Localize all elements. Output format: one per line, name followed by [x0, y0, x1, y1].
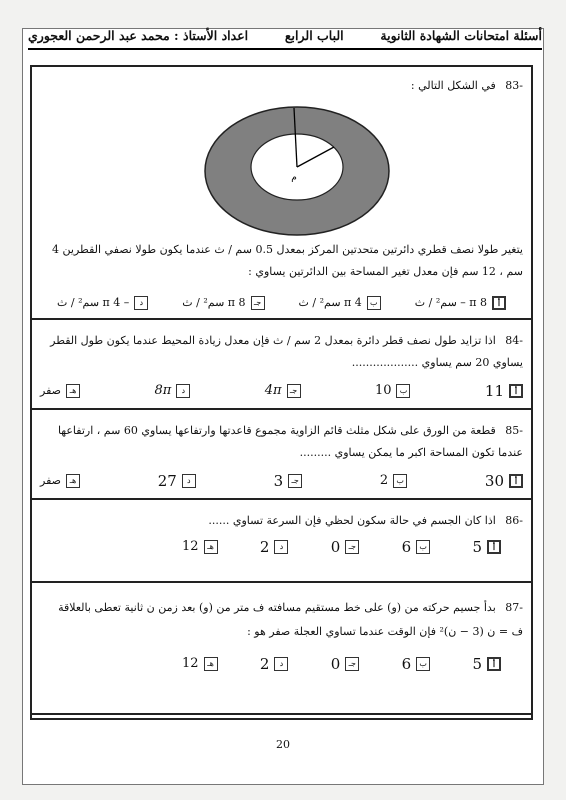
question-text: يتغير طولا نصف قطري دائرتين متحدتين المركز بمعدل 0.5 سم / ث عندما يكون طولا نصفي القطرين 4 سم ، 12 سم فإن معدل تغير المساحة بين الدائرتين يساوي : [52, 243, 523, 278]
option-letter: ب [416, 540, 430, 554]
option-value: 0 [330, 655, 341, 673]
option-value: 5 [472, 538, 482, 556]
option-letter: أ [487, 540, 501, 554]
option-value: 0 [330, 538, 341, 556]
option-letter: د [182, 474, 196, 488]
option-letter: د [274, 657, 288, 671]
option-letter: ب [393, 474, 407, 488]
question-number: -86 [505, 514, 523, 527]
option-value: 11 [484, 382, 504, 400]
option-a[interactable] [485, 470, 523, 492]
option-value: صفر [40, 384, 62, 397]
option-letter: أ [487, 657, 501, 671]
option-letter: جـ [288, 474, 302, 488]
question-86 [32, 500, 531, 583]
header-author: اعداد الأستاذ : محمد عبد الرحمن العجوري [28, 27, 249, 43]
option-e[interactable] [40, 380, 80, 402]
option-value: 12 [182, 539, 199, 554]
option-letter: جـ [287, 384, 301, 398]
option-value: 2 [259, 655, 270, 673]
option-value: – 4 π سم² / ث [57, 296, 130, 309]
option-e[interactable] [182, 536, 218, 558]
question-text: بدأ جسيم حركته من (و) على خط مستقيم مسافته ف متر من (و) بعد زمن ن ثانية تعطى بالعلاقة [58, 601, 496, 614]
question-text: اذا كان الجسم في حالة سكون لحظي فإن السرعة تساوي ...... [208, 514, 496, 527]
option-e[interactable] [182, 653, 218, 675]
option-c[interactable] [331, 536, 360, 558]
option-value: 30 [484, 472, 504, 490]
question-number: -87 [505, 601, 523, 614]
page-header [28, 22, 542, 50]
option-letter: جـ [251, 296, 265, 310]
option-value: 27 [157, 472, 177, 490]
option-value: 12 [182, 656, 199, 671]
option-d[interactable] [154, 380, 190, 402]
option-letter: جـ [345, 657, 359, 671]
option-letter: هـ [204, 657, 218, 671]
option-a[interactable] [485, 380, 523, 402]
option-c[interactable] [182, 292, 264, 314]
center-label: م [291, 173, 297, 183]
option-a[interactable] [415, 292, 506, 314]
option-value: 6 [401, 538, 412, 556]
question-number: -83 [505, 79, 523, 92]
option-letter: أ [509, 474, 523, 488]
option-value: 10 [374, 383, 392, 398]
option-letter: هـ [66, 474, 80, 488]
option-letter: د [176, 384, 190, 398]
option-letter: أ [509, 384, 523, 398]
option-b[interactable] [402, 536, 431, 558]
option-b[interactable] [402, 653, 431, 675]
option-letter: ب [367, 296, 381, 310]
question-text: اذا تزايد طول نصف قطر دائرة بمعدل 2 سم / ث فإن معدل زيادة المحيط عندما يكون طول القطر يساوي 20 سم يساوي ................... [50, 334, 523, 369]
option-value: 5 [472, 655, 482, 673]
option-b[interactable] [375, 380, 411, 402]
option-letter: هـ [204, 540, 218, 554]
question-text: قطعة من الورق على شكل مثلث قائم الزاوية مجموع قاعدتها وارتفاعها يساوي 60 سم ، ارتفاعها عندما تكون المساحة اكبر ما يمكن يساوي ......... [57, 424, 523, 459]
option-letter: د [134, 296, 148, 310]
option-value: صفر [40, 474, 61, 487]
question-85 [32, 410, 531, 500]
option-d[interactable] [260, 653, 289, 675]
question-84 [32, 320, 531, 410]
page-number: 20 [276, 738, 290, 751]
option-value: 2 [259, 538, 270, 556]
option-e[interactable] [40, 470, 80, 492]
option-a[interactable] [472, 536, 501, 558]
option-letter: د [274, 540, 288, 554]
option-value: 6 [401, 655, 412, 673]
option-d[interactable] [57, 292, 148, 314]
option-d[interactable] [158, 470, 196, 492]
option-b[interactable] [380, 470, 407, 492]
header-chapter: الباب الرابع [284, 27, 344, 43]
option-letter: جـ [345, 540, 359, 554]
option-value: 3 [273, 472, 284, 490]
question-83 [32, 67, 531, 320]
options-row [182, 653, 501, 675]
options-row [40, 380, 523, 402]
option-value: 8 π – سم² / ث [414, 296, 488, 309]
option-value: 8π [154, 383, 172, 398]
option-d[interactable] [260, 536, 289, 558]
options-row [40, 470, 523, 492]
option-letter: ب [416, 657, 430, 671]
option-letter: هـ [66, 384, 80, 398]
option-b[interactable] [299, 292, 381, 314]
option-value: 8 π سم² / ث [182, 296, 246, 309]
options-row [40, 292, 523, 314]
option-value: 4π [264, 383, 282, 398]
option-c[interactable] [265, 380, 301, 402]
concentric-circles-figure [202, 104, 392, 238]
question-87 [32, 585, 531, 715]
options-row [182, 536, 501, 558]
option-value: 4 π سم² / ث [298, 296, 362, 309]
option-a[interactable] [472, 653, 501, 675]
header-title: أسئلة امتحانات الشهادة الثانوية [380, 27, 542, 43]
question-intro: في الشكل التالي : [410, 79, 496, 92]
option-c[interactable] [331, 653, 360, 675]
option-letter: ب [396, 384, 410, 398]
question-formula: ف = ن (3 − ن)² فإن الوقت عندما تساوي العجلة صفر هو : [247, 625, 523, 638]
option-value: 2 [379, 473, 389, 488]
question-number: -84 [505, 334, 523, 347]
option-c[interactable] [274, 470, 303, 492]
option-letter: أ [492, 296, 506, 310]
question-number: -85 [505, 424, 523, 437]
